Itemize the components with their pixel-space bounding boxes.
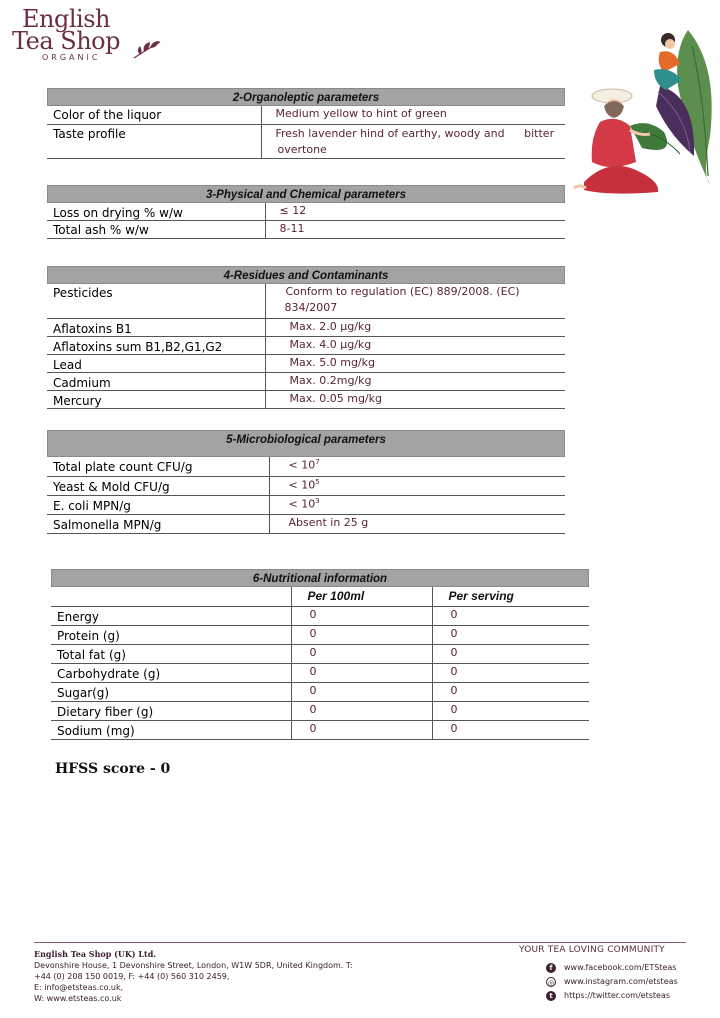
row-value-serving: 0 <box>432 644 589 663</box>
organoleptic-section <box>47 88 565 159</box>
row-label: Cadmium <box>47 372 265 390</box>
company-name: English Tea Shop (UK) Ltd. <box>34 949 157 959</box>
row-label: Total fat (g) <box>51 644 291 663</box>
table-row <box>51 701 589 720</box>
row-value-100ml: 0 <box>291 682 432 701</box>
micro-section <box>47 430 565 534</box>
table-row <box>47 284 565 318</box>
twitter-link[interactable] <box>546 989 670 1003</box>
twitter-icon: t <box>546 991 556 1001</box>
row-label: Total plate count CFU/g <box>47 457 269 476</box>
address-line2: +44 (0) 208 150 0019, F: +44 (0) 560 310 2459, <box>34 972 230 981</box>
value-exponent: 5 <box>315 477 320 486</box>
table-row <box>47 495 565 514</box>
brand-line3: ORGANIC <box>42 53 101 62</box>
brand-logo <box>12 5 162 64</box>
row-value-serving: 0 <box>432 682 589 701</box>
leaf-sprig-icon <box>132 38 162 60</box>
organoleptic-title: 2-Organoleptic parameters <box>47 88 565 106</box>
row-value <box>265 284 565 318</box>
table-row <box>47 318 565 336</box>
hfss-score: HFSS score - 0 <box>55 761 171 777</box>
row-value-100ml: 0 <box>291 644 432 663</box>
row-value-100ml: 0 <box>291 720 432 739</box>
pesticides-line1: Conform to regulation (EC) 889/2008. (EC) <box>285 285 520 298</box>
header-blank <box>51 587 291 606</box>
row-label: Mercury <box>47 390 265 408</box>
row-value: Max. 5.0 mg/kg <box>265 354 565 372</box>
row-value <box>269 457 565 476</box>
table-row <box>47 124 565 158</box>
physical-section <box>47 185 565 239</box>
row-label: Dietary fiber (g) <box>51 701 291 720</box>
nutrition-table <box>51 587 589 740</box>
row-label: Sugar(g) <box>51 682 291 701</box>
row-value: 8-11 <box>265 221 565 239</box>
row-label: E. coli MPN/g <box>47 495 269 514</box>
row-value-serving: 0 <box>432 701 589 720</box>
micro-table <box>47 457 565 534</box>
row-value: ≤ 12 <box>265 203 565 221</box>
micro-title: 5-Microbiological parameters <box>47 430 565 457</box>
web-line: W: www.etsteas.co.uk <box>34 994 122 1003</box>
value-base: < 10 <box>288 478 316 492</box>
residues-section <box>47 266 565 409</box>
table-row <box>51 682 589 701</box>
row-label: Pesticides <box>47 284 265 318</box>
row-value: Max. 0.05 mg/kg <box>265 390 565 408</box>
physical-title: 3-Physical and Chemical parameters <box>47 185 565 203</box>
row-value: Medium yellow to hint of green <box>261 106 565 124</box>
col-per-serving: Per serving <box>432 587 589 606</box>
taste-profile-line1: Fresh lavender hind of earthy, woody and <box>275 126 505 140</box>
community-heading: YOUR TEA LOVING COMMUNITY <box>519 945 665 955</box>
table-row <box>51 625 589 644</box>
tea-picking-illustration <box>570 26 720 196</box>
nutrition-title: 6-Nutritional information <box>51 569 589 587</box>
physical-table <box>47 203 565 239</box>
value-base: < 10 <box>288 458 316 472</box>
instagram-icon: ◎ <box>547 978 555 987</box>
residues-title: 4-Residues and Contaminants <box>47 266 565 284</box>
row-value: Absent in 25 g <box>269 514 565 533</box>
organoleptic-table <box>47 106 565 159</box>
row-label: Lead <box>47 354 265 372</box>
taste-profile-line2: overtone <box>277 142 327 156</box>
row-value: Max. 0.2mg/kg <box>265 372 565 390</box>
facebook-link[interactable] <box>546 961 676 975</box>
instagram-link[interactable] <box>546 975 678 989</box>
row-label: Yeast & Mold CFU/g <box>47 476 269 495</box>
table-row <box>51 663 589 682</box>
row-label: Energy <box>51 606 291 625</box>
facebook-url: www.facebook.com/ETSteas <box>564 963 677 972</box>
row-value-100ml: 0 <box>291 606 432 625</box>
address-line1: Devonshire House, 1 Devonshire Street, London, W1W 5DR, United Kingdom. T: <box>34 961 353 970</box>
row-label: Total ash % w/w <box>47 221 265 239</box>
taste-profile-line1b: bitter <box>524 126 555 140</box>
table-row <box>47 354 565 372</box>
table-row <box>47 457 565 476</box>
row-label: Color of the liquor <box>47 106 261 124</box>
row-label: Loss on drying % w/w <box>47 203 265 221</box>
value-exponent: 7 <box>315 458 320 466</box>
table-row <box>47 106 565 124</box>
row-label: Aflatoxins sum B1,B2,G1,G2 <box>47 336 265 354</box>
table-row <box>51 720 589 739</box>
row-value-100ml: 0 <box>291 701 432 720</box>
value-base: < 10 <box>288 497 316 511</box>
table-row <box>47 514 565 533</box>
nutrition-section <box>51 569 589 740</box>
row-value: Max. 2.0 µg/kg <box>265 318 565 336</box>
twitter-url: https://twitter.com/etsteas <box>564 991 671 1000</box>
row-label: Sodium (mg) <box>51 720 291 739</box>
table-row <box>47 221 565 239</box>
row-value-serving: 0 <box>432 606 589 625</box>
residues-table <box>47 284 565 409</box>
instagram-url: www.instagram.com/etsteas <box>564 977 678 986</box>
row-value-serving: 0 <box>432 663 589 682</box>
row-label: Taste profile <box>47 124 261 158</box>
value-exponent: 3 <box>315 496 320 505</box>
footer-divider <box>34 942 686 943</box>
row-label: Salmonella MPN/g <box>47 514 269 533</box>
table-row <box>51 644 589 663</box>
table-row <box>47 390 565 408</box>
brand-line2: Tea Shop <box>12 27 120 55</box>
table-row <box>51 606 589 625</box>
row-label: Aflatoxins B1 <box>47 318 265 336</box>
row-value <box>269 476 565 495</box>
email-line: E: info@etsteas.co.uk, <box>34 983 124 992</box>
facebook-icon: f <box>546 963 556 973</box>
row-value-100ml: 0 <box>291 625 432 644</box>
table-row <box>47 203 565 221</box>
row-label: Protein (g) <box>51 625 291 644</box>
footer-address <box>34 949 374 1004</box>
col-per-100ml: Per 100ml <box>291 587 432 606</box>
row-value-serving: 0 <box>432 625 589 644</box>
pesticides-line2: 834/2007 <box>284 301 338 314</box>
table-row <box>47 336 565 354</box>
table-row <box>47 372 565 390</box>
table-header-row <box>51 587 589 606</box>
row-value-serving: 0 <box>432 720 589 739</box>
row-value: Max. 4.0 µg/kg <box>265 336 565 354</box>
row-value <box>261 124 565 158</box>
table-row <box>47 476 565 495</box>
row-value <box>269 495 565 514</box>
row-label: Carbohydrate (g) <box>51 663 291 682</box>
row-value-100ml: 0 <box>291 663 432 682</box>
brand-line1: English <box>22 5 110 33</box>
